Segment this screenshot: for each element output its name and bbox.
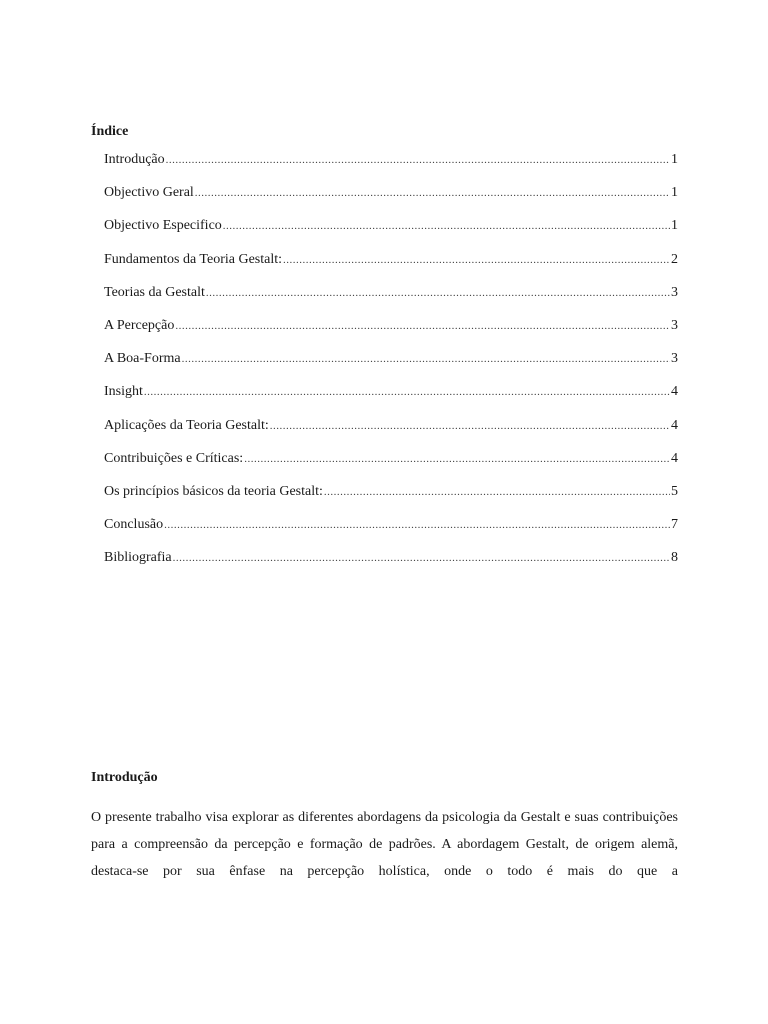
introduction-heading: Introdução [91, 770, 158, 785]
toc-list [104, 150, 678, 581]
toc-entry[interactable] [104, 548, 678, 581]
toc-entry-title: Teorias da Gestalt [104, 284, 205, 300]
toc-leader-dots [206, 283, 670, 303]
toc-leader-dots [173, 548, 670, 568]
toc-leader-dots [324, 482, 670, 502]
toc-entry[interactable] [104, 183, 678, 216]
toc-leader-dots [144, 382, 670, 402]
toc-entry-page: 3 [671, 317, 678, 333]
toc-entry-page: 4 [671, 384, 678, 400]
toc-leader-dots [244, 449, 670, 469]
toc-entry[interactable] [104, 150, 678, 183]
toc-leader-dots [175, 316, 670, 336]
toc-entry-title: Objectivo Geral [104, 185, 194, 201]
toc-leader-dots [223, 216, 670, 236]
toc-entry-page: 1 [671, 152, 678, 167]
toc-entry-title: Aplicações da Teoria Gestalt: [104, 417, 269, 433]
toc-entry[interactable] [104, 316, 678, 349]
toc-entry-title: Bibliografia [104, 550, 172, 566]
toc-entry-page: 1 [671, 185, 678, 201]
toc-entry-page: 3 [671, 351, 678, 367]
toc-entry[interactable] [104, 382, 678, 415]
toc-entry[interactable] [104, 250, 678, 283]
toc-entry-page: 4 [671, 417, 678, 433]
toc-entry-page: 1 [671, 218, 678, 234]
toc-leader-dots [164, 515, 670, 535]
toc-entry-page: 4 [671, 450, 678, 466]
toc-entry[interactable] [104, 482, 678, 515]
toc-heading: Índice [91, 124, 129, 139]
toc-entry-page: 2 [671, 251, 678, 267]
toc-entry[interactable] [104, 349, 678, 382]
toc-entry-title: Introdução [104, 152, 165, 167]
toc-entry[interactable] [104, 283, 678, 316]
toc-entry[interactable] [104, 416, 678, 449]
toc-leader-dots [270, 416, 670, 436]
toc-entry[interactable] [104, 216, 678, 249]
toc-entry-title: Objectivo Especifico [104, 218, 222, 234]
toc-entry-title: Contribuições e Críticas: [104, 450, 244, 466]
toc-entry-title: Conclusão [104, 517, 164, 533]
introduction-paragraph: O presente trabalho visa explorar as diferentes abordagens da psicologia da Gestalt e suas contribuições para a compreensão da percepção e formação de padrões. A abordagem Gestalt, de origem alemã, destaca-se por sua ênfase na percepção holística, onde o todo é mais do que a [91, 810, 678, 879]
toc-entry-title: A Boa-Forma [104, 351, 181, 367]
toc-entry[interactable] [104, 515, 678, 548]
toc-leader-dots [182, 349, 670, 369]
toc-entry-page: 5 [671, 483, 678, 499]
toc-entry-page: 8 [671, 550, 678, 566]
toc-leader-dots [283, 250, 670, 270]
toc-leader-dots [195, 183, 670, 203]
toc-entry[interactable] [104, 449, 678, 482]
toc-entry-page: 3 [671, 284, 678, 300]
toc-entry-title: Fundamentos da Teoria Gestalt: [104, 251, 283, 267]
toc-leader-dots [166, 150, 670, 170]
toc-entry-title: A Percepção [104, 317, 175, 333]
toc-entry-title: Insight [104, 384, 143, 400]
toc-entry-title: Os princípios básicos da teoria Gestalt: [104, 483, 323, 499]
toc-entry-page: 7 [671, 517, 678, 533]
